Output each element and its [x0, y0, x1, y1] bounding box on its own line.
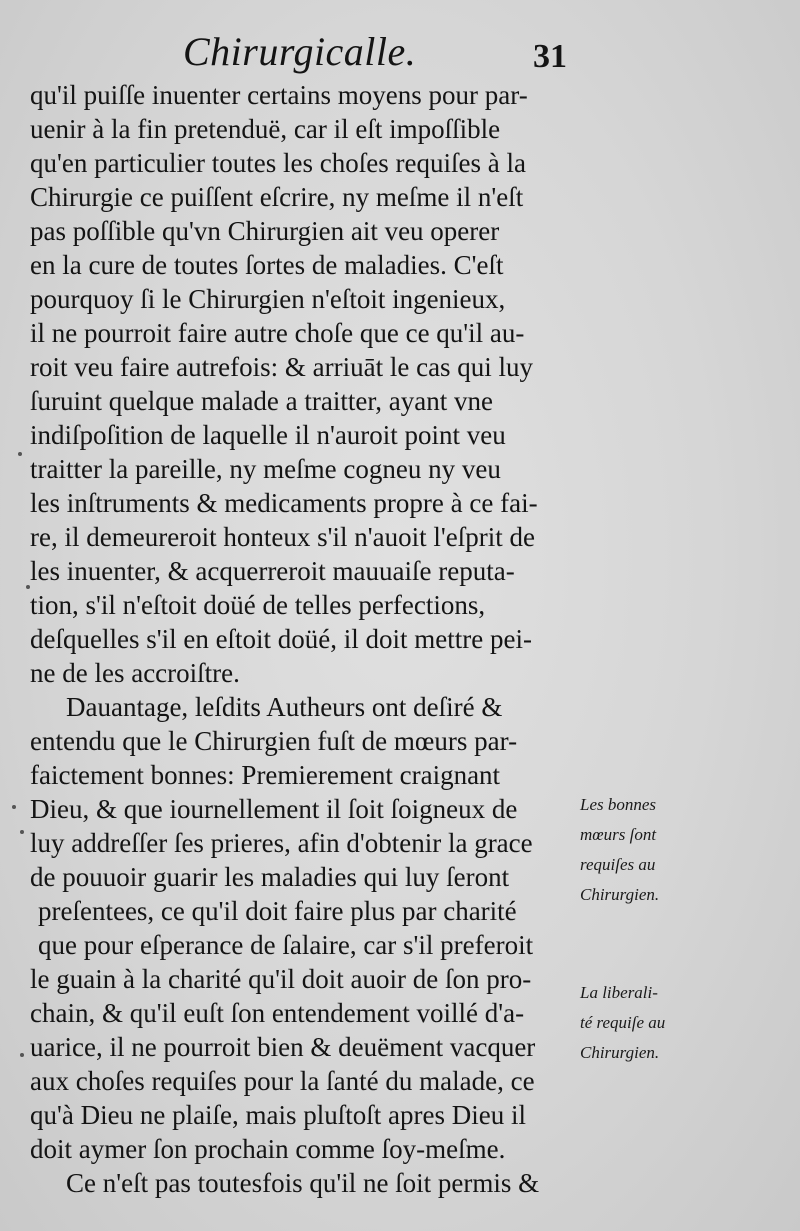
margin-note-bonnes-moeurs	[580, 790, 720, 910]
text-line: les inſtruments & medicaments propre à ce fai-	[30, 488, 538, 518]
ink-speck	[26, 585, 30, 589]
text-line: de pouuoir guarir les maladies qui luy ſeront	[30, 862, 510, 892]
text-line: que pour eſperance de ſalaire, car s'il preferoit	[38, 930, 534, 960]
margin-note-line: Chirurgien.	[580, 1043, 660, 1062]
text-line: roit veu faire autrefois: & arriuāt le cas qui luy	[30, 352, 534, 382]
page-number: 31	[533, 38, 567, 75]
text-line: tion, s'il n'eſtoit doüé de telles perfections,	[30, 590, 486, 620]
margin-note-line: Chirurgien.	[580, 885, 660, 904]
margin-note-line: té requiſe au	[580, 1013, 666, 1032]
text-line: preſentees, ce qu'il doit faire plus par charité	[38, 896, 517, 926]
paragraph-start-line: Ce n'eſt pas toutesfois qu'il ne ſoit permis &	[66, 1168, 540, 1198]
text-line: uarice, il ne pourroit bien & deuëment vacquer	[30, 1032, 536, 1062]
text-line: deſquelles s'il en eſtoit doüé, il doit mettre pei-	[30, 624, 532, 654]
text-line: en la cure de toutes ſortes de maladies. C'eſt	[30, 250, 504, 280]
ink-speck	[18, 452, 22, 456]
text-line: uenir à la fin pretenduë, car il eſt impoſſible	[30, 114, 501, 144]
text-line: Chirurgie ce puiſſent eſcrire, ny meſme il n'eſt	[30, 182, 524, 212]
text-line: pourquoy ſi le Chirurgien n'eſtoit ingenieux,	[30, 284, 506, 314]
ink-speck	[20, 830, 24, 834]
running-title: Chirurgicalle.	[183, 29, 417, 74]
text-line: entendu que le Chirurgien fuſt de mœurs par-	[30, 726, 518, 756]
margin-note-liberalite	[580, 978, 720, 1068]
text-line: ne de les accroiſtre.	[30, 658, 240, 688]
margin-note-line: La liberali-	[580, 983, 658, 1002]
paragraph-start-line: Dauantage, leſdits Autheurs ont deſiré &	[66, 692, 503, 722]
text-line: il ne pourroit faire autre choſe que ce qu'il au-	[30, 318, 525, 348]
text-line: chain, & qu'il euſt ſon entendement voillé d'a-	[30, 998, 525, 1028]
text-line: qu'à Dieu ne plaiſe, mais pluſtoſt apres Dieu il	[30, 1100, 526, 1130]
text-line: aux choſes requiſes pour la ſanté du malade, ce	[30, 1066, 535, 1096]
text-line: le guain à la charité qu'il doit auoir de ſon pro-	[30, 964, 532, 994]
ink-speck	[12, 805, 16, 809]
text-line: Dieu, & que iournellement il ſoit ſoigneux de	[30, 794, 518, 824]
text-line: indiſpoſition de laquelle il n'auroit point veu	[30, 420, 506, 450]
margin-note-line: mœurs ſont	[580, 825, 657, 844]
text-line: ſuruint quelque malade a traitter, ayant vne	[30, 386, 493, 416]
body-text	[30, 78, 590, 1200]
text-line: les inuenter, & acquerreroit mauuaiſe reputa-	[30, 556, 515, 586]
margin-note-line: requiſes au	[580, 855, 656, 874]
text-line: qu'il puiſſe inuenter certains moyens pour par-	[30, 80, 528, 110]
text-line: qu'en particulier toutes les choſes requiſes à la	[30, 148, 526, 178]
text-line: re, il demeureroit honteux s'il n'auoit l'eſprit de	[30, 522, 535, 552]
text-line: doit aymer ſon prochain comme ſoy-meſme.	[30, 1134, 506, 1164]
text-line: faictement bonnes: Premierement craignant	[30, 760, 501, 790]
text-line: luy addreſſer ſes prieres, afin d'obtenir la grace	[30, 828, 533, 858]
text-line: traitter la pareille, ny meſme cogneu ny veu	[30, 454, 501, 484]
ink-speck	[20, 1053, 24, 1057]
margin-note-line: Les bonnes	[580, 795, 657, 814]
text-line: pas poſſible qu'vn Chirurgien ait veu operer	[30, 216, 500, 246]
